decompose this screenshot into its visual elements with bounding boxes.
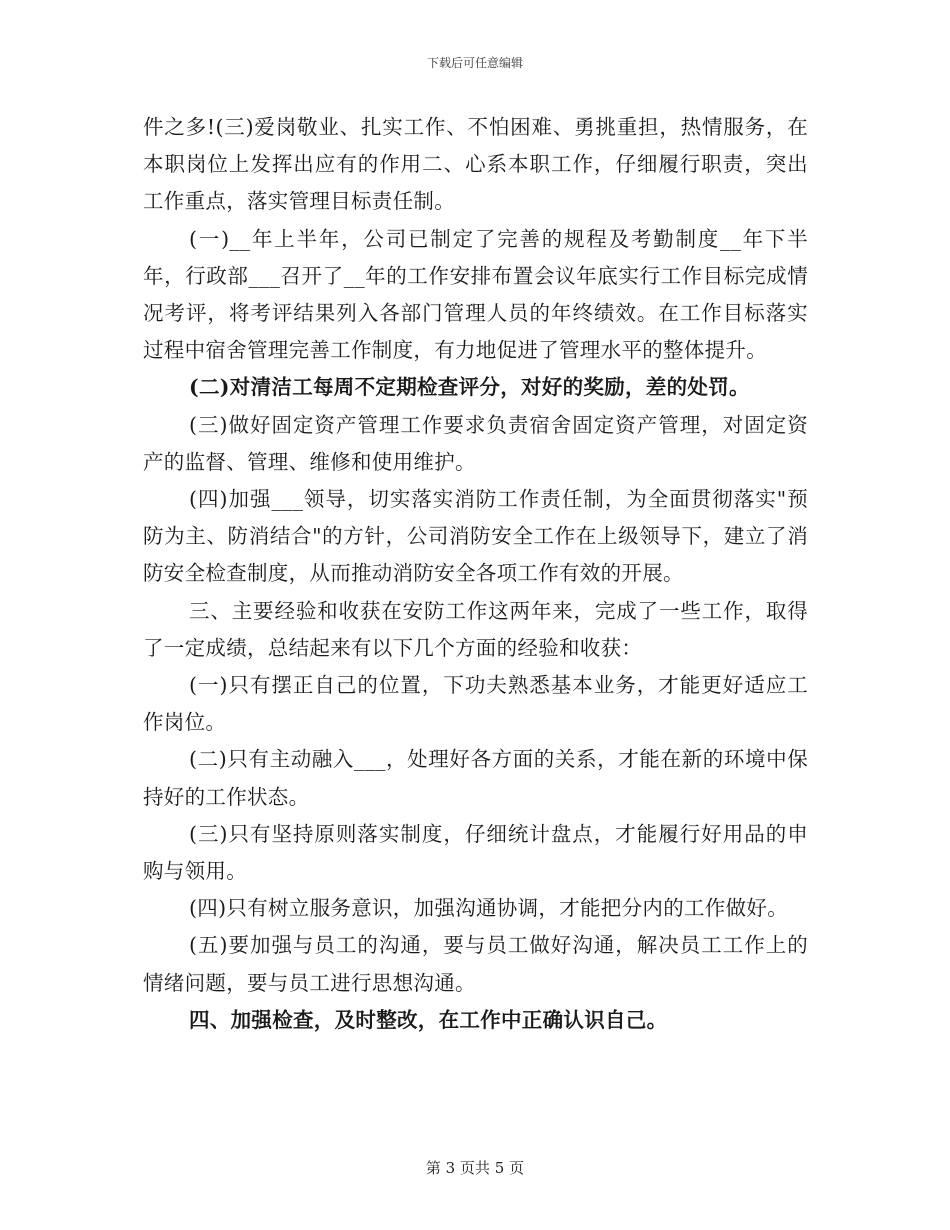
paragraph-8: (二)只有主动融入___，处理好各方面的关系，才能在新的环境中保持好的工作状态。 (143, 747, 808, 809)
paragraph-9: (三)只有坚持原则落实制度，仔细统计盘点，才能履行好用品的申购与领用。 (143, 821, 808, 884)
paragraph-7: (一)只有摆正自己的位置，下功夫熟悉基本业务，才能更好适应工作岗位。 (143, 673, 808, 735)
section-heading-4: 四、加强检查，及时整改，在工作中正确认识自己。 (189, 1007, 668, 1032)
paragraph-11: (五)要加强与员工的沟通，要与员工做好沟通，解决员工工作上的情绪问题，要与员工进行思想沟通。 (143, 933, 808, 995)
document-body (143, 109, 808, 1039)
paragraph-1: 件之多!(三)爱岗敬业、扎实工作、不怕困难、勇挑重担，热情服务，在本职岗位上发挥出应有的作用二、心系本职工作，仔细履行职责，突出工作重点，落实管理目标责任制。 (143, 115, 808, 214)
paragraph-6: 三、主要经验和收获在安防工作这两年来，完成了一些工作，取得了一定成绩，总结起来有以下几个方面的经验和收获： (143, 598, 808, 660)
paragraph-4: (三)做好固定资产管理工作要求负责宿舍固定资产管理，对固定资产的监督、管理、维修和使用维护。 (143, 412, 808, 474)
paragraph-5: (四)加强___领导，切实落实消防工作责任制，为全面贯彻落实"预防为主、防消结合"的方针，公司消防安全工作在上级领导下，建立了消防安全检查制度，从而推动消防安全各项工作有效的开展。 (143, 487, 808, 586)
paragraph-2: (一)__年上半年，公司已制定了完善的规程及考勤制度__年下半年，行政部___召开了__年的工作安排布置会议年底实行工作目标完成情况考评，将考评结果列入各部门管理人员的年终绩效。在工作目标落实过程中宿舍管理完善工作制度，有力地促进了管理水平的整体提升。 (143, 226, 808, 363)
page-header: 下载后可任意编辑 (426, 56, 523, 70)
paragraph-10: (四)只有树立服务意识，加强沟通协调，才能把分内的工作做好。 (189, 896, 788, 921)
paragraph-3-heading: (二)对清洁工每周不定期检查评分，对好的奖励，差的处罚。 (189, 375, 750, 400)
page-footer: 第 3 页共 5 页 (425, 1159, 525, 1177)
